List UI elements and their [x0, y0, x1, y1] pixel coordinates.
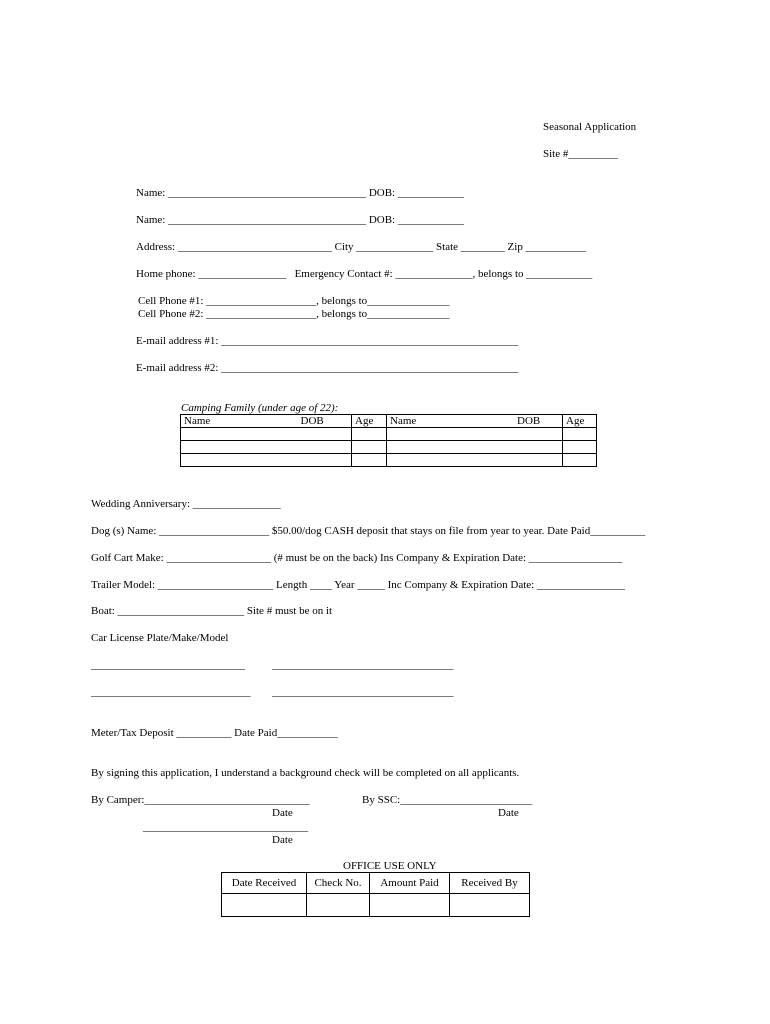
table-cell[interactable] — [307, 894, 370, 917]
table-cell[interactable] — [387, 454, 563, 467]
header-check-no: Check No. — [307, 873, 370, 894]
header-dob-1: DOB — [300, 415, 324, 427]
header-name-2: Name — [390, 415, 417, 427]
additional-signature-line[interactable]: ______________________________ — [143, 821, 308, 833]
table-cell[interactable] — [181, 454, 352, 467]
camping-family-table — [180, 414, 597, 467]
table-row — [222, 894, 530, 917]
email-1-field[interactable]: E-mail address #1: ______________________________________________________ — [136, 335, 519, 347]
table-cell[interactable] — [352, 454, 387, 467]
table-cell[interactable] — [563, 441, 597, 454]
ssc-signature-field[interactable]: By SSC:________________________ — [362, 794, 533, 806]
table-cell[interactable] — [370, 894, 450, 917]
trailer-model-field[interactable]: Trailer Model: _____________________ Length ____ Year _____ Inc Company & Expiration Date: ________________ — [91, 579, 625, 591]
car-line-2b[interactable]: _________________________________ — [272, 686, 454, 698]
header-age-2: Age — [563, 415, 597, 428]
car-line-1a[interactable]: ____________________________ — [91, 659, 245, 671]
table-header-cell — [181, 415, 352, 428]
header-date-received: Date Received — [222, 873, 307, 894]
table-cell[interactable] — [563, 454, 597, 467]
header-name-1: Name — [184, 415, 211, 427]
table-row — [181, 428, 597, 441]
name-2-field[interactable]: Name: ____________________________________ DOB: ____________ — [136, 214, 464, 226]
car-license-label: Car License Plate/Make/Model — [91, 632, 229, 644]
site-number-field[interactable]: Site #_________ — [543, 148, 618, 160]
car-line-2a[interactable]: _____________________________ — [91, 686, 251, 698]
office-use-title: OFFICE USE ONLY — [343, 860, 437, 872]
background-check-notice: By signing this application, I understand a background check will be completed on all applicants. — [91, 767, 520, 779]
table-row — [181, 441, 597, 454]
dog-name-field[interactable]: Dog (s) Name: ____________________ $50.00/dog CASH deposit that stays on file from year to year. Date Paid__________ — [91, 525, 646, 537]
table-cell[interactable] — [563, 428, 597, 441]
table-cell[interactable] — [387, 428, 563, 441]
table-cell[interactable] — [222, 894, 307, 917]
table-header-row — [222, 873, 530, 894]
email-2-field[interactable]: E-mail address #2: ______________________________________________________ — [136, 362, 519, 374]
header-dob-2: DOB — [517, 415, 541, 427]
golf-cart-field[interactable]: Golf Cart Make: ___________________ (# must be on the back) Ins Company & Expiration Date: _________________ — [91, 552, 623, 564]
table-header-row — [181, 415, 597, 428]
name-1-field[interactable]: Name: ____________________________________ DOB: ____________ — [136, 187, 464, 199]
office-use-table — [221, 872, 530, 917]
camper-signature-field[interactable]: By Camper:______________________________ — [91, 794, 310, 806]
home-phone-field[interactable]: Home phone: ________________ Emergency Contact #: ______________, belongs to ____________ — [136, 268, 593, 280]
table-cell[interactable] — [352, 428, 387, 441]
header-age-1: Age — [352, 415, 387, 428]
table-cell[interactable] — [450, 894, 530, 917]
header-received-by: Received By — [450, 873, 530, 894]
table-cell[interactable] — [181, 441, 352, 454]
table-header-cell — [387, 415, 563, 428]
table-cell[interactable] — [352, 441, 387, 454]
car-line-1b[interactable]: _________________________________ — [272, 659, 454, 671]
boat-field[interactable]: Boat: _______________________ Site # must be on it — [91, 605, 333, 617]
address-field[interactable]: Address: ____________________________ City ______________ State ________ Zip ___________ — [136, 241, 587, 253]
cell-phone-2-field[interactable]: Cell Phone #2: ____________________, belongs to_______________ — [138, 308, 450, 320]
table-cell[interactable] — [181, 428, 352, 441]
wedding-anniversary-field[interactable]: Wedding Anniversary: ________________ — [91, 498, 281, 510]
camping-family-caption: Camping Family (under age of 22): — [181, 402, 339, 414]
camper-date-label: Date — [272, 807, 293, 819]
form-title: Seasonal Application — [543, 121, 637, 133]
table-row — [181, 454, 597, 467]
ssc-date-label: Date — [498, 807, 519, 819]
additional-date-label: Date — [272, 834, 293, 846]
meter-tax-deposit-field[interactable]: Meter/Tax Deposit __________ Date Paid___________ — [91, 727, 338, 739]
table-cell[interactable] — [387, 441, 563, 454]
header-amount-paid: Amount Paid — [370, 873, 450, 894]
cell-phone-1-field[interactable]: Cell Phone #1: ____________________, belongs to_______________ — [138, 295, 450, 307]
